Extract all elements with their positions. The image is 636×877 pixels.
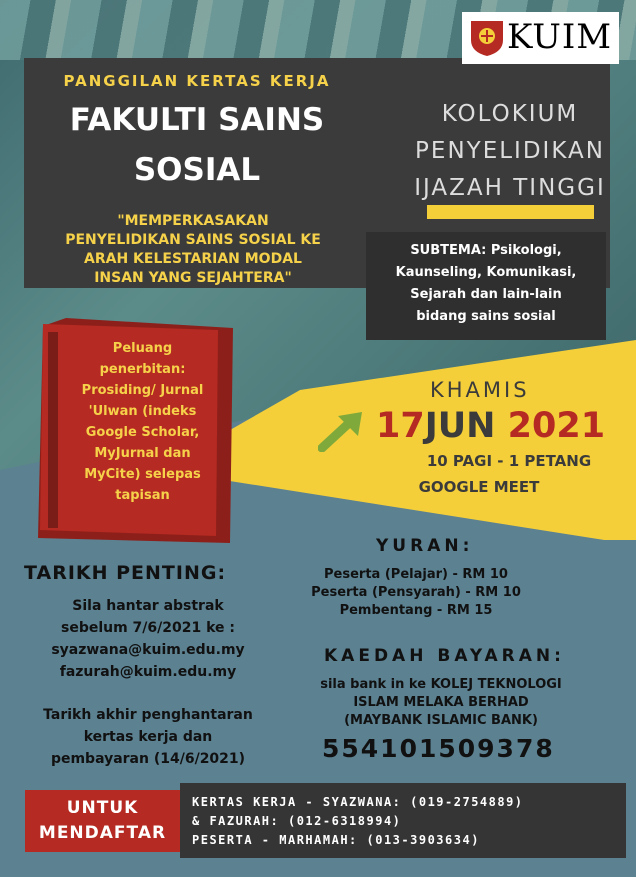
date-year: 2021 [507, 406, 606, 446]
contact-line: KERTAS KERJA - SYAZWANA: (019-2754889) [192, 795, 524, 809]
accent-bar [427, 205, 594, 219]
faculty-title-1: FAKULTI SAINS [69, 102, 325, 138]
event-date [376, 406, 605, 446]
email-link[interactable]: syazwana@kuim.edu.my [51, 642, 245, 658]
register-label-line: MENDAFTAR [38, 823, 167, 843]
book-line: MyJurnal dan [94, 446, 191, 461]
deadline-text [24, 704, 272, 770]
contact-box [180, 783, 626, 858]
theme-line: INSAN YANG SEJAHTERA" [94, 270, 292, 286]
payment-line: (MAYBANK ISLAMIC BANK) [344, 713, 538, 728]
fees-list [296, 566, 536, 620]
fee-item: Peserta (Pelajar) - RM 10 [324, 567, 508, 582]
fee-item: Pembentang - RM 15 [339, 603, 493, 618]
subtema-line: bidang sains sosial [416, 309, 556, 324]
theme-line: "MEMPERKASAKAN [117, 213, 269, 229]
deadline-line: kertas kerja dan [83, 729, 213, 745]
event-name-line: PENYELIDIKAN [415, 138, 605, 164]
event-name-line: IJAZAH TINGGI [414, 175, 606, 201]
important-text [24, 595, 272, 683]
payment-line: sila bank in ke KOLEJ TEKNOLOGI [320, 677, 562, 692]
important-line: Sila hantar abstrak [72, 598, 224, 614]
contact-list [192, 793, 626, 850]
register-label-line: UNTUK [66, 798, 139, 818]
book-text [60, 338, 225, 506]
subtema-line: Kaunseling, Komunikasi, [395, 265, 577, 280]
fees-heading: YURAN: [376, 536, 474, 556]
deadline-line: Tarikh akhir penghantaran [43, 707, 253, 723]
kicker: PANGGILAN KERTAS KERJA [63, 72, 331, 90]
theme-line: PENYELIDIKAN SAINS SOSIAL KE [65, 232, 321, 248]
book-line: Peluang [112, 341, 173, 356]
subtema-box [366, 232, 606, 340]
theme-line: ARAH KELESTARIAN MODAL [84, 251, 302, 267]
email-link[interactable]: fazurah@kuim.edu.my [59, 664, 237, 680]
payment-text [296, 676, 586, 730]
subtema-line: Sejarah dan lain-lain [410, 287, 562, 302]
subtema-label: SUBTEMA: [410, 243, 487, 258]
subtema-text [366, 240, 606, 328]
payment-line: ISLAM MELAKA BERHAD [353, 695, 529, 710]
kuim-crest-icon [468, 18, 506, 58]
deadline-line: pembayaran (14/6/2021) [50, 751, 246, 767]
logo-text: KUIM [507, 17, 613, 57]
contact-line: & FAZURAH: (012-6318994) [192, 814, 402, 828]
book-line: tapisan [115, 488, 170, 503]
fee-item: Peserta (Pensyarah) - RM 10 [311, 585, 521, 600]
date-month: JUN [424, 406, 496, 446]
register-button[interactable] [25, 790, 180, 852]
payment-heading: KAEDAH BAYARAN: [324, 646, 565, 666]
book-line: Google Scholar, [85, 425, 200, 440]
faculty-title-2: SOSIAL [133, 152, 261, 188]
event-name-line: KOLOKIUM [441, 101, 579, 127]
event-day: KHAMIS [430, 378, 530, 402]
book-line: 'Ulwan (indeks [88, 404, 197, 419]
book-line: MyCite) selepas [84, 467, 201, 482]
register-label [25, 796, 180, 846]
event-name [400, 96, 620, 207]
book-line: Prosiding/ Jurnal [81, 383, 204, 398]
arrow-icon [318, 410, 368, 452]
subtema-line: Psikologi, [490, 243, 562, 258]
important-line: sebelum 7/6/2021 ke : [60, 620, 236, 636]
event-time: 10 PAGI - 1 PETANG [426, 452, 592, 470]
date-day-number: 17 [376, 406, 425, 446]
important-heading: TARIKH PENTING: [24, 562, 227, 584]
contact-line: PESERTA - MARHAMAH: (013-3903634) [192, 833, 480, 847]
book-line: penerbitan: [99, 362, 186, 377]
account-number: 554101509378 [322, 734, 555, 763]
theme-text [28, 212, 358, 288]
event-venue: GOOGLE MEET [418, 478, 540, 496]
